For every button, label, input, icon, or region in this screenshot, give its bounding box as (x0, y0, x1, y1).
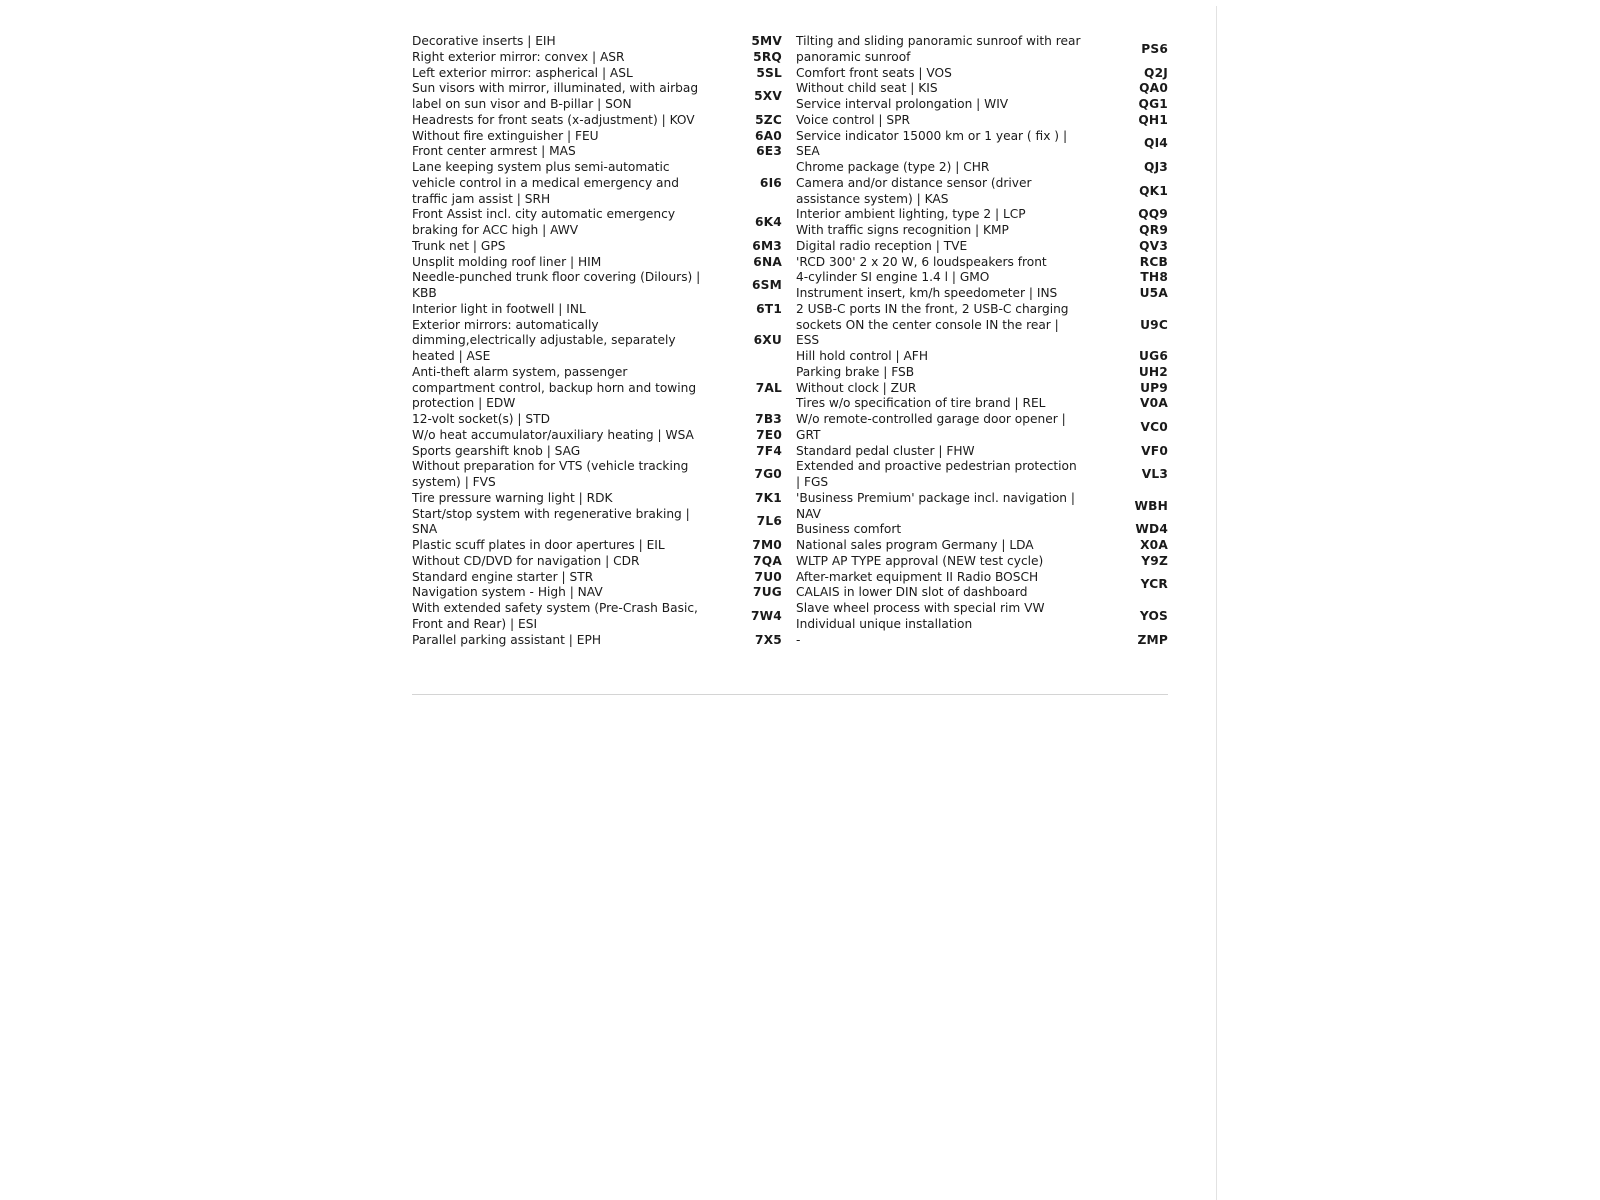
equipment-row (412, 554, 782, 570)
equipment-row (412, 570, 782, 586)
equipment-code: VL3 (1141, 467, 1168, 482)
equipment-code: 7B3 (755, 412, 782, 426)
equipment-description: Headrests for front seats (x-adjustment) | KOV (412, 112, 695, 127)
equipment-description: With extended safety system (Pre-Crash Basic, Front and Rear) | ESI (412, 601, 698, 631)
equipment-code: YCR (1140, 577, 1168, 592)
equipment-code: X0A (1140, 538, 1168, 552)
equipment-row (796, 176, 1168, 208)
equipment-row (796, 412, 1168, 444)
equipment-description: Camera and/or distance sensor (driver assistance system) | KAS (796, 175, 1032, 206)
equipment-code: 7K1 (754, 490, 782, 505)
equipment-row (796, 66, 1168, 82)
equipment-description: Service indicator 15000 km or 1 year ( fix ) | SEA (796, 128, 1068, 159)
equipment-list-left-column (412, 34, 782, 648)
equipment-description: After-market equipment II Radio BOSCH CALAIS in lower DIN slot of dashboard (796, 569, 1039, 600)
equipment-description: Digital radio reception | TVE (796, 238, 968, 253)
equipment-row (796, 601, 1168, 633)
equipment-code: QH1 (1138, 112, 1168, 127)
equipment-row (796, 365, 1168, 381)
equipment-row (796, 255, 1168, 271)
equipment-row (412, 491, 782, 507)
equipment-description: Sports gearshift knob | SAG (412, 443, 581, 458)
equipment-code: 5XV (754, 89, 782, 104)
equipment-row (412, 459, 782, 491)
equipment-code: 7M0 (752, 538, 782, 552)
equipment-description: Tilting and sliding panoramic sunroof with rear panoramic sunroof (796, 34, 1081, 64)
equipment-description: Trunk net | GPS (412, 238, 506, 253)
equipment-row (412, 144, 782, 160)
equipment-code: V0A (1140, 396, 1168, 411)
equipment-code: QQ9 (1138, 207, 1168, 222)
equipment-row (412, 318, 782, 365)
equipment-code: Y9Z (1141, 553, 1168, 568)
equipment-code: 5RQ (753, 49, 782, 64)
equipment-code: 7W4 (750, 608, 782, 623)
equipment-code: 6E3 (756, 144, 782, 159)
equipment-row (796, 223, 1168, 239)
page-edge-line (1216, 6, 1217, 1200)
equipment-row (412, 585, 782, 601)
equipment-description: National sales program Germany | LDA (796, 538, 1034, 552)
equipment-description: Anti-theft alarm system, passenger compartment control, backup horn and towing protection | EDW (412, 364, 697, 411)
equipment-row (796, 129, 1168, 161)
equipment-row (412, 34, 782, 50)
equipment-description: Standard pedal cluster | FHW (796, 443, 975, 458)
equipment-row (412, 507, 782, 539)
equipment-row (796, 491, 1168, 523)
equipment-row (796, 554, 1168, 570)
equipment-description: Interior ambient lighting, type 2 | LCP (796, 207, 1026, 222)
equipment-code: 6I6 (759, 175, 782, 190)
equipment-code: 6A0 (755, 128, 782, 143)
equipment-row (412, 601, 782, 633)
equipment-description: - (796, 632, 801, 647)
equipment-code: 6M3 (752, 238, 782, 253)
equipment-description: Needle-punched trunk floor covering (Dilours) | KBB (412, 270, 701, 300)
equipment-code: QI4 (1144, 136, 1168, 151)
equipment-code: U5A (1139, 286, 1168, 300)
equipment-code: 7E0 (756, 427, 782, 442)
equipment-row (412, 81, 782, 113)
equipment-description: With traffic signs recognition | KMP (796, 223, 1009, 237)
equipment-code: 7AL (755, 380, 782, 395)
equipment-description: W/o remote-controlled garage door opener | GRT (796, 412, 1066, 442)
equipment-row (796, 270, 1168, 286)
equipment-row (412, 270, 782, 302)
equipment-description: Without fire extinguisher | FEU (412, 128, 599, 143)
equipment-row (796, 570, 1168, 602)
equipment-code: 7U0 (754, 569, 782, 584)
equipment-description: Voice control | SPR (796, 112, 910, 127)
equipment-code: QG1 (1138, 97, 1168, 111)
equipment-description: 12-volt socket(s) | STD (412, 412, 550, 426)
equipment-code: QV3 (1139, 238, 1168, 253)
equipment-code: TH8 (1140, 270, 1168, 285)
equipment-code: QA0 (1139, 81, 1168, 96)
equipment-description: Comfort front seats | VOS (796, 65, 952, 80)
equipment-row (796, 522, 1168, 538)
equipment-code: 6XU (753, 333, 782, 348)
equipment-code: U9C (1140, 317, 1168, 332)
equipment-row (412, 412, 782, 428)
equipment-code: QJ3 (1144, 160, 1168, 174)
equipment-code: 6NA (753, 254, 782, 269)
equipment-code: VF0 (1141, 443, 1168, 458)
equipment-code: 6SM (752, 278, 782, 293)
equipment-description: Right exterior mirror: convex | ASR (412, 49, 625, 64)
equipment-row (796, 34, 1168, 66)
equipment-row (412, 50, 782, 66)
equipment-description: Hill hold control | AFH (796, 349, 928, 363)
equipment-description: Service interval prolongation | WIV (796, 97, 1009, 111)
equipment-description: Standard engine starter | STR (412, 569, 594, 584)
equipment-code: 5ZC (755, 112, 782, 127)
equipment-row (412, 444, 782, 460)
equipment-code: 5SL (756, 65, 782, 80)
equipment-code: UH2 (1138, 364, 1168, 379)
equipment-description: Without CD/DVD for navigation | CDR (412, 553, 640, 568)
equipment-code: 7L6 (756, 514, 782, 529)
equipment-row (796, 207, 1168, 223)
equipment-code: ZMP (1137, 632, 1168, 647)
equipment-code: QR9 (1139, 223, 1168, 237)
equipment-description: Tires w/o specification of tire brand | REL (796, 396, 1046, 411)
equipment-description: 'Business Premium' package incl. navigation | NAV (796, 490, 1076, 521)
equipment-code: WD4 (1135, 522, 1168, 537)
equipment-description: Without clock | ZUR (796, 380, 917, 395)
equipment-description: Business comfort (796, 522, 902, 537)
equipment-code: UG6 (1139, 349, 1168, 363)
equipment-row (412, 113, 782, 129)
equipment-description: Without child seat | KIS (796, 81, 938, 96)
equipment-row (796, 160, 1168, 176)
equipment-description: Extended and proactive pedestrian protection | FGS (796, 459, 1077, 489)
equipment-description: Chrome package (type 2) | CHR (796, 160, 990, 174)
equipment-row (412, 239, 782, 255)
equipment-row (796, 81, 1168, 97)
equipment-code: 7G0 (754, 467, 782, 482)
equipment-description: Start/stop system with regenerative braking | SNA (412, 506, 690, 537)
equipment-row (796, 459, 1168, 491)
equipment-description: Instrument insert, km/h speedometer | INS (796, 286, 1058, 300)
equipment-row (796, 381, 1168, 397)
equipment-description: Slave wheel process with special rim VW Individual unique installation (796, 601, 1045, 631)
equipment-description: Front center armrest | MAS (412, 144, 576, 159)
equipment-row (412, 428, 782, 444)
equipment-code: WBH (1134, 498, 1168, 513)
equipment-code: YOS (1139, 608, 1168, 623)
equipment-description: Tire pressure warning light | RDK (412, 490, 613, 505)
equipment-description: Front Assist incl. city automatic emergency braking for ACC high | AWV (412, 207, 676, 237)
equipment-code: 7QA (753, 553, 782, 568)
equipment-row (796, 239, 1168, 255)
equipment-description: Interior light in footwell | INL (412, 301, 586, 316)
equipment-description: Parallel parking assistant | EPH (412, 632, 601, 647)
equipment-row (796, 633, 1168, 649)
equipment-row (796, 349, 1168, 365)
equipment-description: W/o heat accumulator/auxiliary heating | WSA (412, 427, 694, 442)
equipment-row (796, 538, 1168, 554)
equipment-row (796, 396, 1168, 412)
equipment-row (796, 97, 1168, 113)
equipment-description: Exterior mirrors: automatically dimming,electrically adjustable, separately heated | ASE (412, 317, 676, 363)
equipment-code: 7F4 (756, 443, 782, 458)
equipment-code: RCB (1139, 254, 1168, 269)
equipment-description: Sun visors with mirror, illuminated, with airbag label on sun visor and B-pillar | SON (412, 81, 699, 111)
equipment-description: Without preparation for VTS (vehicle tracking system) | FVS (412, 459, 689, 489)
equipment-description: Unsplit molding roof liner | HIM (412, 254, 602, 269)
equipment-description: Decorative inserts | EIH (412, 34, 556, 48)
equipment-row (796, 302, 1168, 349)
equipment-row (412, 207, 782, 239)
equipment-row (796, 286, 1168, 302)
equipment-description: 4-cylinder SI engine 1.4 l | GMO (796, 270, 990, 285)
equipment-code: 7UG (753, 585, 782, 600)
equipment-description: Lane keeping system plus semi-automatic vehicle control in a medical emergency and traffic jam assist | SRH (412, 160, 679, 206)
equipment-row (412, 160, 782, 207)
equipment-description: 2 USB-C ports IN the front, 2 USB-C charging sockets ON the center console IN the rear | ESS (796, 301, 1069, 348)
equipment-code: Q2J (1144, 65, 1168, 80)
equipment-description: Plastic scuff plates in door apertures | EIL (412, 538, 665, 552)
equipment-row (412, 538, 782, 554)
equipment-row (412, 66, 782, 82)
equipment-code: 6T1 (756, 301, 782, 316)
equipment-code: QK1 (1139, 183, 1168, 198)
equipment-row (796, 113, 1168, 129)
equipment-code: VC0 (1140, 419, 1168, 434)
equipment-code: 6K4 (754, 215, 782, 230)
equipment-row (412, 365, 782, 412)
equipment-list-right-column (796, 34, 1168, 648)
footer-divider (412, 694, 1168, 695)
equipment-description: Parking brake | FSB (796, 364, 915, 379)
equipment-code: PS6 (1141, 41, 1168, 56)
equipment-row (412, 129, 782, 145)
equipment-code: UP9 (1140, 380, 1168, 395)
equipment-code: 5MV (751, 34, 782, 48)
equipment-code: 7X5 (755, 632, 782, 647)
equipment-row (412, 255, 782, 271)
equipment-description: Navigation system - High | NAV (412, 585, 603, 600)
equipment-row (796, 444, 1168, 460)
equipment-description: Left exterior mirror: aspherical | ASL (412, 65, 633, 80)
equipment-description: 'RCD 300' 2 x 20 W, 6 loudspeakers front (796, 254, 1047, 269)
equipment-row (412, 633, 782, 649)
equipment-row (412, 302, 782, 318)
equipment-description: WLTP AP TYPE approval (NEW test cycle) (796, 553, 1044, 568)
